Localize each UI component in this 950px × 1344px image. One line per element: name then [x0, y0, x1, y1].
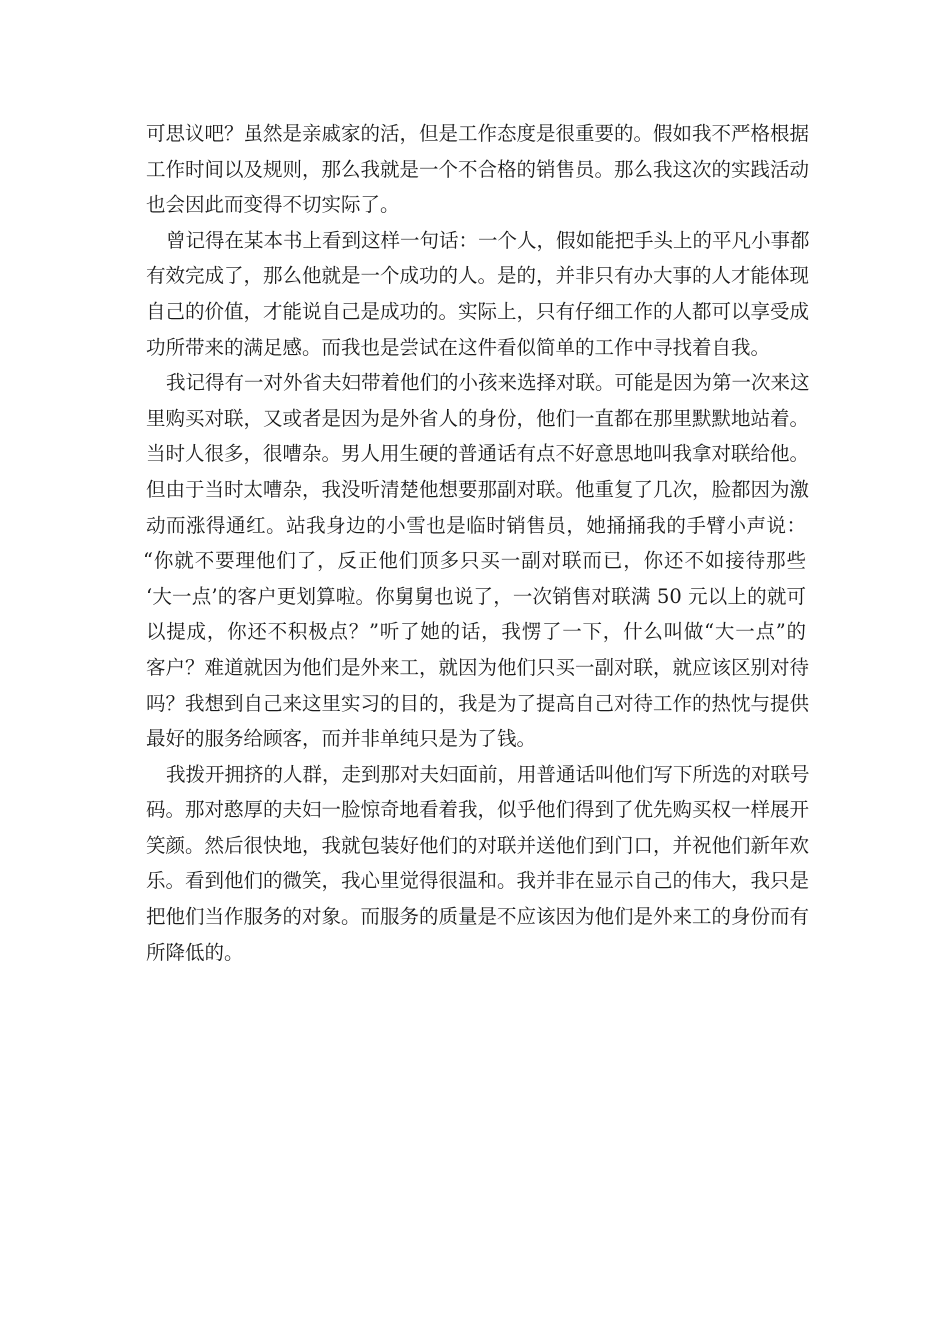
text-line: 动而涨得通红。站我身边的小雪也是临时销售员，她捅捅我的手臂小声说： — [146, 513, 806, 537]
text-line: 也会因此而变得不切实际了。 — [146, 193, 400, 217]
paragraph — [146, 223, 810, 365]
paragraph — [146, 116, 810, 223]
document-body — [143, 116, 810, 970]
text-line: 把他们当作服务的对象。而服务的质量是不应该因为他们是外来工的身份而有 — [146, 905, 810, 929]
paragraph — [143, 365, 810, 757]
text-line: 客户？难道就因为他们是外来工，就因为他们只买一副对联，就应该区别对待 — [146, 655, 810, 679]
text-line: 里购买对联，又或者是因为是外省人的身份，他们一直都在那里默默地站着。 — [146, 406, 810, 430]
text-line: 工作时间以及规则，那么我就是一个不合格的销售员。那么我这次的实践活动 — [146, 157, 810, 181]
text-line: 但由于当时太嘈杂，我没听清楚他想要那副对联。他重复了几次，脸都因为激 — [146, 477, 810, 501]
text-line: 可思议吧？虽然是亲戚家的活，但是工作态度是很重要的。假如我不严格根据 — [146, 122, 810, 145]
text-line: 乐。看到他们的微笑，我心里觉得很温和。我并非在显示自己的伟大，我只是 — [146, 869, 810, 893]
text-line: ‘大一点’的客户更划算啦。你舅舅也说了，一次销售对联满 50 元以上的就可 — [146, 584, 806, 608]
text-line: 所降低的。 — [146, 940, 244, 964]
text-line: 自己的价值，才能说自己是成功的。实际上，只有仔细工作的人都可以享受成 — [146, 299, 810, 323]
text-line: 码。那对憨厚的夫妇一脸惊奇地看着我，似乎他们得到了优先购买权一样展开 — [146, 798, 810, 822]
text-line: 曾记得在某本书上看到这样一句话：一个人，假如能把手头上的平凡小事都 — [166, 228, 810, 252]
text-line: 吗？我想到自己来这里实习的目的，我是为了提高自己对待工作的热忱与提供 — [146, 691, 810, 715]
text-line: “你就不要理他们了，反正他们顶多只买一副对联而已，你还不如接待那些 — [143, 549, 806, 573]
text-line: 我记得有一对外省夫妇带着他们的小孩来选择对联。可能是因为第一次来这 — [166, 371, 810, 395]
text-line: 功所带来的满足感。而我也是尝试在这件看似简单的工作中寻找着自我。 — [146, 335, 771, 359]
text-line: 笑颜。然后很快地，我就包装好他们的对联并送他们到门口，并祝他们新年欢 — [146, 833, 810, 857]
text-line: 有效完成了，那么他就是一个成功的人。是的，并非只有办大事的人才能体现 — [146, 264, 810, 288]
text-line: 当时人很多，很嘈杂。男人用生硬的普通话有点不好意思地叫我拿对联给他。 — [146, 442, 810, 466]
text-line: 我拨开拥挤的人群，走到那对夫妇面前，用普通话叫他们写下所选的对联号 — [166, 762, 810, 786]
text-line: 最好的服务给顾客，而并非单纯只是为了钱。 — [146, 727, 537, 751]
text-line: 以提成，你还不积极点？”听了她的话，我愣了一下，什么叫做“大一点”的 — [146, 620, 806, 644]
paragraph — [146, 757, 810, 971]
